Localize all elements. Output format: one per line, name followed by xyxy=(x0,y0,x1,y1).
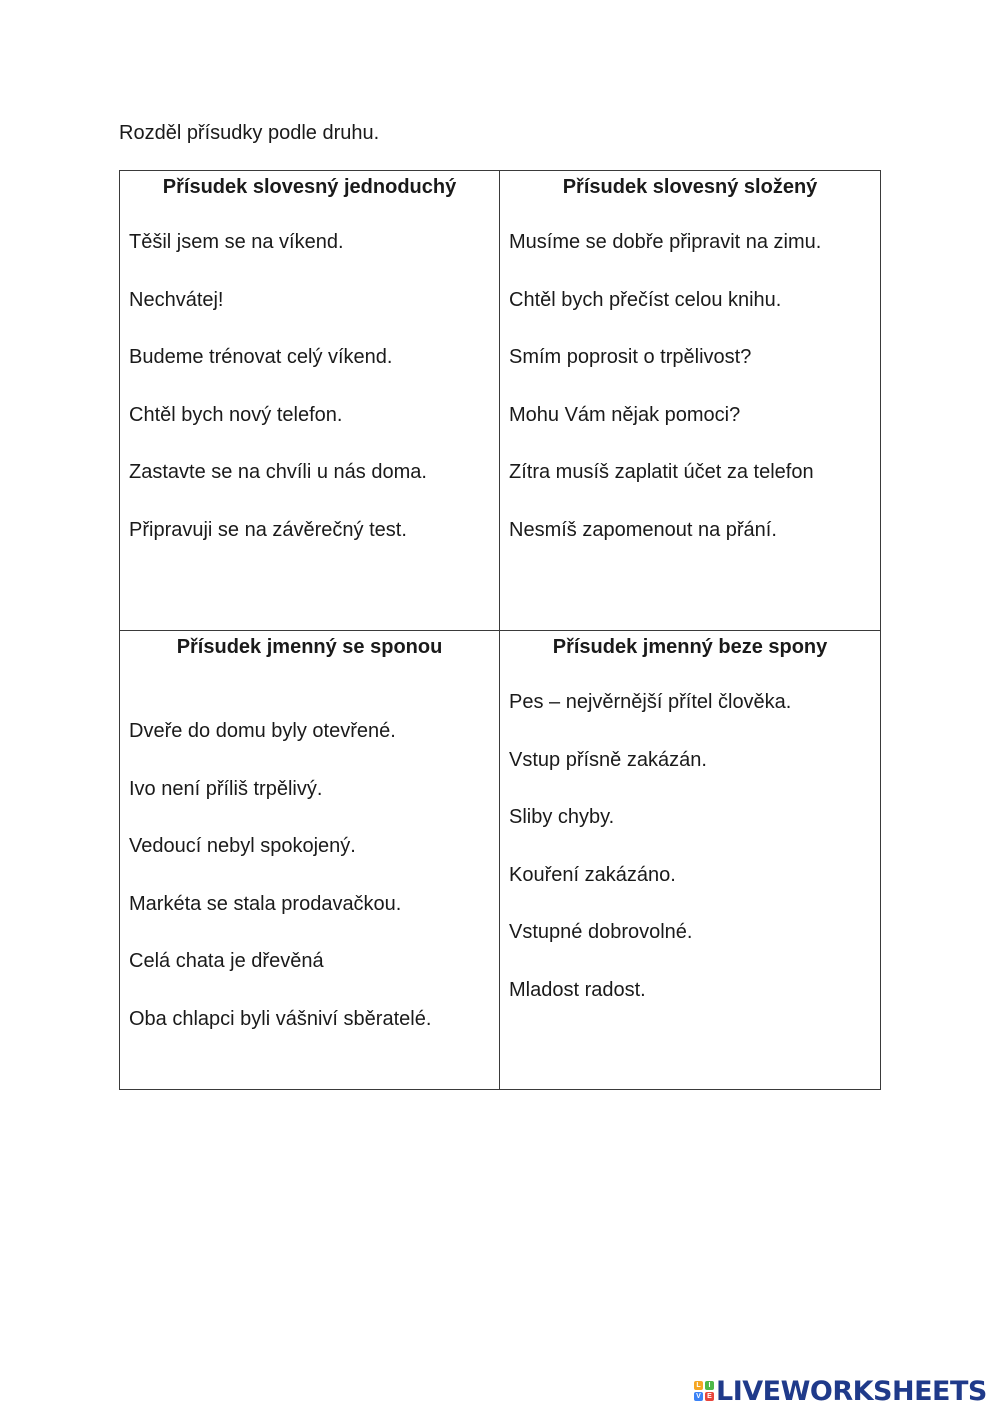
sentence-item[interactable]: Chtěl bych nový telefon. xyxy=(129,404,343,426)
instruction-text: Rozděl přísudky podle druhu. xyxy=(119,122,380,144)
sentence-item[interactable]: Pes – nejvěrnější přítel člověka. xyxy=(509,691,792,713)
logo-text: LIVEWORKSHEETS xyxy=(716,1375,987,1407)
liveworksheets-logo xyxy=(694,1374,987,1408)
logo-mark-letter: L xyxy=(694,1381,703,1390)
sentence-item[interactable]: Budeme trénovat celý víkend. xyxy=(129,346,393,368)
sentence-item[interactable]: Musíme se dobře připravit na zimu. xyxy=(509,231,822,253)
sentence-item[interactable]: Těšil jsem se na víkend. xyxy=(129,231,344,253)
sentence-item[interactable]: Vedoucí nebyl spokojený. xyxy=(129,835,356,857)
cell-nominal-with-copula xyxy=(120,631,500,1089)
sentence-item[interactable]: Mohu Vám nějak pomoci? xyxy=(509,404,741,426)
sentence-item[interactable]: Ivo není příliš trpělivý. xyxy=(129,778,323,800)
cell-title: Přísudek slovesný jednoduchý xyxy=(162,176,457,198)
cell-verbal-simple xyxy=(120,171,500,631)
sentence-item[interactable]: Připravuji se na závěrečný test. xyxy=(129,519,407,541)
sentence-item[interactable]: Nesmíš zapomenout na přání. xyxy=(509,519,777,541)
logo-mark-letter: I xyxy=(705,1381,714,1390)
sentence-item[interactable]: Vstup přísně zakázán. xyxy=(509,749,707,771)
sentence-item[interactable]: Markéta se stala prodavačkou. xyxy=(129,893,402,915)
sentence-item[interactable]: Sliby chyby. xyxy=(509,806,615,828)
cell-nominal-without-copula xyxy=(500,631,880,1089)
sentence-item[interactable]: Kouření zakázáno. xyxy=(509,864,676,886)
sentence-item[interactable]: Dveře do domu byly otevřené. xyxy=(129,720,396,742)
logo-mark-letter: E xyxy=(705,1392,714,1401)
cell-title: Přísudek jmenný se sponou xyxy=(176,636,443,658)
cell-title: Přísudek jmenný beze spony xyxy=(552,636,828,658)
sentence-item[interactable]: Oba chlapci byli vášniví sběratelé. xyxy=(129,1008,432,1030)
sentence-item[interactable]: Mladost radost. xyxy=(509,979,646,1001)
logo-mark-icon xyxy=(694,1381,714,1401)
sentence-item[interactable]: Smím poprosit o trpělivost? xyxy=(509,346,752,368)
predicate-sorting-table xyxy=(119,170,881,1090)
sentence-item[interactable]: Zastavte se na chvíli u nás doma. xyxy=(129,461,427,483)
cell-title: Přísudek slovesný složený xyxy=(562,176,818,198)
sentence-item[interactable]: Vstupné dobrovolné. xyxy=(509,921,693,943)
logo-mark-letter: V xyxy=(694,1392,703,1401)
sentence-item[interactable]: Nechvátej! xyxy=(129,289,224,311)
sentence-item[interactable]: Chtěl bych přečíst celou knihu. xyxy=(509,289,782,311)
cell-verbal-compound xyxy=(500,171,880,631)
sentence-item[interactable]: Zítra musíš zaplatit účet za telefon xyxy=(509,461,814,483)
sentence-item[interactable]: Celá chata je dřevěná xyxy=(129,950,324,972)
